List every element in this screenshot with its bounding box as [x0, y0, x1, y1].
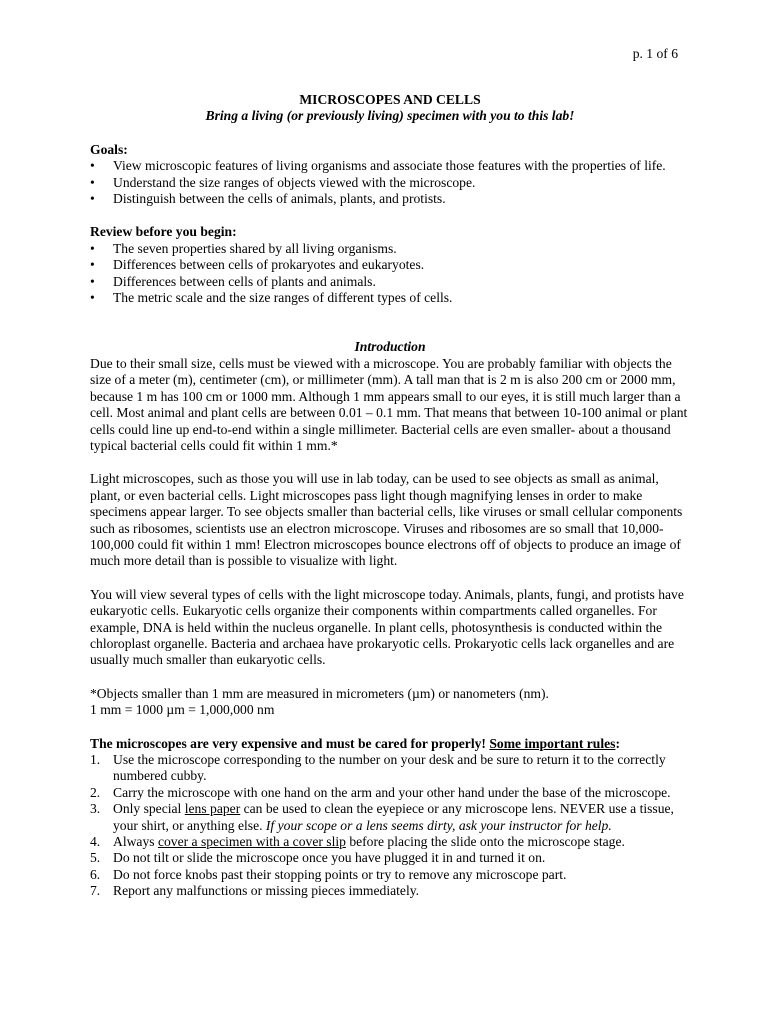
rules-heading-text: The microscopes are very expensive and must be cared for properly!	[90, 735, 486, 751]
rule-text-pre: Only special	[113, 801, 185, 817]
review-item: • The seven properties shared by all living organisms.	[90, 241, 690, 257]
rule-text-post: can be used to clean the eyepiece or any microscope lens. NEVER use a tissue, your shirt, or anything else.	[113, 801, 674, 833]
review-item: • Differences between cells of plants and animals.	[90, 274, 690, 290]
intro-paragraph: Light microscopes, such as those you will use in lab today, can be used to see objects as small as animal, plant, or even bacterial cells. Light microscopes pass light though magnifying lenses in order to make specimens appear larger. To see objects smaller than bacterial cells, like viruses or small cellular components such as ribosomes, scientists use an electron microscope. Viruses and ribosomes are so small that 10,000-100,000 could fit within 1 mm! Electron microscopes bounce electrons off of objects to produce an image of much more detail than is possible to visualize with light.	[90, 471, 683, 569]
rule-text: Do not tilt or slide the microscope once you have plugged it in and turned it on.	[113, 850, 546, 866]
intro-paragraph: You will view several types of cells with the light microscope today. Animals, plants, fungi, and protists have eukaryotic cells. Eukaryotic cells organize their components within compartments called organelles. For example, DNA is held within the nucleus organelle. In plant cells, photosynthesis is conducted within the chloroplast organelle. Bacteria and archaea have prokaryotic cells. Prokaryotic cells lack organelles and are usually much smaller than eukaryotic cells.	[90, 586, 684, 668]
rule-item	[90, 883, 690, 899]
rule-item	[90, 850, 690, 866]
goals-list	[90, 158, 690, 207]
rule-item	[90, 801, 690, 834]
rule-text: Do not force knobs past their stopping points or try to remove any microscope part.	[113, 866, 567, 882]
rule-number: 4.	[90, 834, 101, 850]
rule-text-post: before placing the slide onto the microscope stage.	[345, 834, 625, 850]
rules-heading-colon: :	[615, 735, 620, 751]
rules-heading	[90, 736, 690, 752]
rule-number: 3.	[90, 801, 101, 817]
footnote-units: *Objects smaller than 1 mm are measured in micrometers (µm) or nanometers (nm).	[90, 685, 549, 701]
rule-text-underlined: cover a specimen with a cover slip	[157, 834, 346, 850]
footnote-conversion: 1 mm = 1000 µm = 1,000,000 nm	[90, 702, 275, 718]
rule-number: 7.	[90, 883, 101, 899]
goals-item: • Understand the size ranges of objects viewed with the microscope.	[90, 175, 690, 191]
rule-number: 6.	[90, 866, 101, 882]
rule-number: 1.	[90, 752, 101, 767]
page-number: p. 1 of 6	[632, 46, 678, 61]
rule-text: Carry the microscope with one hand on the arm and your other hand under the base of the microscope.	[113, 784, 671, 800]
rule-item	[90, 834, 690, 850]
rule-text: Report any malfunctions or missing pieces immediately.	[113, 883, 420, 899]
page-content	[90, 92, 690, 900]
review-item: • Differences between cells of prokaryotes and eukaryotes.	[90, 257, 690, 273]
review-list	[90, 241, 690, 307]
rule-text: Use the microscope corresponding to the number on your desk and be sure to return it to the correctly numbered cubby.	[113, 752, 666, 784]
rule-text-underlined: lens paper	[184, 801, 241, 817]
introduction-heading: Introduction	[354, 339, 426, 355]
document-subtitle: Bring a living (or previously living) specimen with you to this lab!	[205, 108, 575, 124]
review-heading: Review before you begin:	[90, 224, 237, 240]
goals-heading: Goals:	[90, 141, 128, 157]
rule-number: 5.	[90, 850, 101, 866]
rule-item	[90, 867, 690, 883]
rules-list	[90, 752, 690, 900]
rule-text-italic: If your scope or a lens seems dirty, ask your instructor for help.	[265, 817, 612, 833]
rule-text-pre: Always	[113, 834, 158, 850]
rule-item	[90, 785, 690, 801]
goals-item: • View microscopic features of living organisms and associate those features with the properties of life.	[90, 158, 690, 174]
rules-heading-underlined: Some important rules	[489, 735, 616, 751]
intro-paragraph: Due to their small size, cells must be viewed with a microscope. You are probably familiar with objects the size of a meter (m), centimeter (cm), or millimeter (mm). A tall man that is 2 m is also 200 cm or 2000 mm, because 1 m has 100 cm or 1000 mm. Although 1 mm appears small to our eyes, it is still much larger than a cell. Most animal and plant cells are between 0.01 – 0.1 mm. That means that between 10-100 animal or plant cells could line up end-to-end within a single millimeter. Bacterial cells are even smaller- about a thousand typical bacterial cells could fit within 1 mm.*	[90, 355, 688, 453]
document-title: MICROSCOPES AND CELLS	[299, 92, 481, 107]
goals-item: • Distinguish between the cells of animals, plants, and protists.	[90, 191, 690, 207]
rule-item	[90, 752, 690, 785]
rule-number: 2.	[90, 784, 101, 800]
review-item: • The metric scale and the size ranges of different types of cells.	[90, 290, 690, 306]
